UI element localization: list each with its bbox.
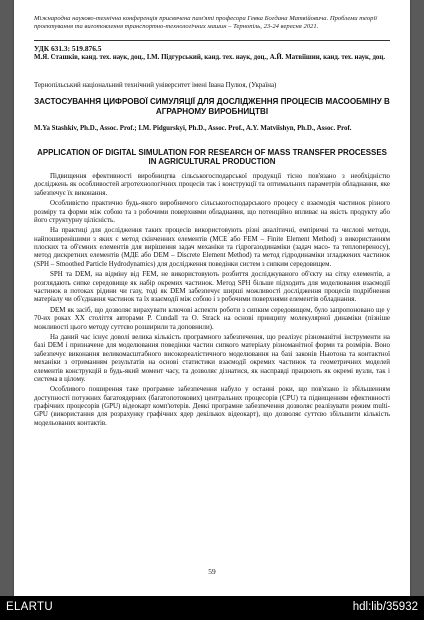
paragraph-4: SPH та DEM, на відміну від FEM, не використовують розбиття досліджуваного об'єкту на сітку елементів, а розглядають сипке середовище як набір окремих частинок. Метод SPH більше підходить для моделювання взаємодії частинок в потоках рідини чи газу, тоді як DEM забезпечує ширші можливості дослідження процесів подрібнення матеріалу чи об'єднання частинок та їх взаємодії між собою і з робочими поверхнями елементів обладнання. xyxy=(34,270,390,304)
repository-footer xyxy=(0,596,424,620)
article-body xyxy=(34,172,390,429)
paragraph-3: На практиці для дослідження таких процесів використовують різні аналітичні, емпіричні та числові методи, найпоширенішими з яких є метод скінченних елементів (МСЕ або FEM – Finite Element Method) з використанням плоских та об'ємних елементів для вирішення задач механіки та гідрогазодинаміки (задач масо- та теплопереносу), метод дискретних елементів (МДЕ або DEM – Discrete Element Method) та метод гідродинаміки згладжених частинок (SPH – Smoothed Particle Hydrodynamics) для дослідження поведінки систем з сипким середовищем. xyxy=(34,226,390,268)
paragraph-5: DEM як засіб, що дозволяє вирахувати ключові аспекти роботи з сипким середовищем, було запропоновано ще у 70-их роках ХХ століття авторами P. Cundall та O. Strack на основі принципу молекулярної динаміки (пізніше можливості цього методу суттєво розширили та доповнили). xyxy=(34,305,390,331)
authors-ua: М.Я. Сташків, канд. тех. наук, доц., І.М. Підгурський, канд. тех. наук, доц., А.Й. Матвіїшин, канд. тех. наук, доц. xyxy=(34,54,386,61)
page-number: 59 xyxy=(208,567,216,576)
paragraph-7: Особливого поширення таке програмне забезпечення набуло у останні роки, що пов'язано із збільшенням доступності потужних багатоядерних (багатопотокових) центральних процесорів (CPU) та підвищенням ефективності графічних процесорів (GPU) відеокарт комп'ютерів. Деякі програмне забезпечення дозволяє реалізувати режим multi-GPU (використання для розрахунку графічних ядер декількох відеокарт), що дозволяє суттєво збільшити кількість модельованих контактів. xyxy=(34,385,390,427)
header-divider xyxy=(34,40,390,41)
conference-header: Міжнародна науково-технічна конференція присвячена пам'яті професора Гевка Богдана Матвійовича. Проблеми теорії проектування та виготовлення транспортно-технологічних машин – Тернопіль, 23-24 вересня 2021. xyxy=(34,15,378,31)
affiliation: Тернопільський національний технічний університет імені Івана Пулюя, (Україна) xyxy=(34,82,277,89)
authors-en: M.Ya Stashkiv, Ph.D., Assoc. Prof.; I.M. Pidgurskyi, Ph.D., Assoc. Prof., A.Y. Matviishyn, Ph.D., Assoc. Prof. xyxy=(34,125,352,132)
document-page xyxy=(14,0,410,596)
udk-code: УДК 631.3: 519.876.5 xyxy=(34,44,102,53)
handle-id: hdl:lib/35932 xyxy=(352,601,418,613)
title-en: APPLICATION OF DIGITAL SIMULATION FOR RESEARCH OF MASS TRANSFER PROCESSES IN AGRICULTURAL PRODUCTION xyxy=(37,148,387,167)
repository-name: ELARTU xyxy=(6,601,53,613)
paragraph-2: Особливістю практично будь-якого виробничого сільськогосподарського процесу є взаємодія частинок різного розміру та форми між собою та з робочими поверхнями обладнання, що потенційно впливає на якість продукту або його структурну цілісність. xyxy=(34,199,390,224)
paragraph-1: Підвищення ефективності виробництва сільськогосподарської продукції тісно пов'язано з необхідністю досліджень як особливостей агротехнологічних процесів так і конструкції та оптимальних параметрів обладнання, яке забезпечує їх виконання. xyxy=(34,172,390,197)
title-ua: ЗАСТОСУВАННЯ ЦИФРОВОЇ СИМУЛЯЦІЇ ДЛЯ ДОСЛІДЖЕННЯ ПРОЦЕСІВ МАСООБМІНУ В АГРАРНОМУ ВИРОБНИЦТВІ xyxy=(34,97,390,116)
paragraph-6: На даний час існує доволі велика кількість програмного забезпечення, що реалізує різноманітні інструменти на базі DEM і призначене для моделювання поведінки частин сипкого матеріалу різноманітної форми та розмірів. Воно забезпечує виконання великомасштабного високореалістичного моделювання на базі законів Ньютона та контактної механіки з отриманням результатів на основі статистики взаємодії окремих частинок та геометричних моделей елементів конструкцій в будь-який момент часу, та дозволяє дізнатися, як насправді працюють як окремі вузли, так і система в цілому. xyxy=(34,333,390,383)
